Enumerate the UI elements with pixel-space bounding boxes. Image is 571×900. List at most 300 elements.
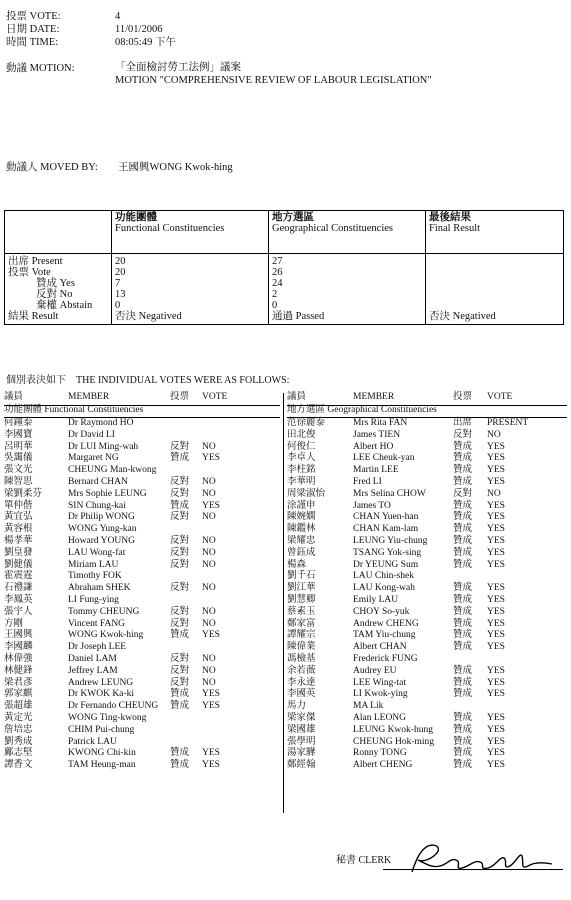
vote-english: NO xyxy=(202,606,216,617)
vote-chinese: 贊成 xyxy=(453,712,473,723)
member-name-english: MA Lik xyxy=(353,701,384,712)
vote-chinese: 反對 xyxy=(170,653,190,664)
vote-chinese: 贊成 xyxy=(453,642,473,653)
vote-english: NO xyxy=(202,559,216,570)
member-name-english: Andrew CHENG xyxy=(353,618,419,629)
vote-chinese: 贊成 xyxy=(170,760,190,771)
member-row xyxy=(4,666,280,678)
member-row xyxy=(4,725,280,737)
vote-chinese: 贊成 xyxy=(453,677,473,688)
final-result-cell xyxy=(426,254,564,325)
member-row xyxy=(287,477,567,489)
member-name-chinese: 張文光 xyxy=(4,465,33,476)
member-row xyxy=(4,548,280,560)
vote-chinese: 反對 xyxy=(453,488,473,499)
member-row xyxy=(4,760,280,772)
vote-english: YES xyxy=(202,760,220,771)
vote-chinese: 贊成 xyxy=(453,748,473,759)
vote-english: YES xyxy=(487,677,505,688)
member-name-english: Margaret NG xyxy=(68,453,119,464)
vote-chinese: 出席 xyxy=(453,418,473,428)
geographical-heading-text: 地方選區 Geographical Constituencies xyxy=(287,405,437,415)
member-name-english: Patrick LAU xyxy=(68,736,117,747)
member-row xyxy=(4,701,280,713)
vote-chinese: 反對 xyxy=(170,547,190,558)
member-en-header: MEMBER xyxy=(68,392,110,402)
vote-english: YES xyxy=(487,712,505,723)
vote-english: YES xyxy=(202,500,220,511)
vote-english: YES xyxy=(487,512,505,523)
vote-chinese: 贊成 xyxy=(453,583,473,594)
vote-chinese: 贊成 xyxy=(453,559,473,570)
member-name-english: LEE Cheuk-yan xyxy=(353,453,415,464)
member-name-chinese: 黃定光 xyxy=(4,712,33,723)
vote-chinese: 贊成 xyxy=(170,500,190,511)
gc-result: 通過 Passed xyxy=(272,311,325,322)
vote-english: YES xyxy=(487,524,505,535)
vote-chinese: 反對 xyxy=(170,677,190,688)
member-row xyxy=(4,630,280,642)
clerk-label: 秘書 CLERK xyxy=(336,855,392,866)
member-name-chinese: 林健鋒 xyxy=(4,665,33,676)
member-row xyxy=(287,442,567,454)
fc-no: 13 xyxy=(115,289,126,300)
member-name-english: Tommy CHEUNG xyxy=(68,606,140,617)
member-name-english: Dr KWOK Ka-ki xyxy=(68,689,134,700)
member-name-english: TSANG Yok-sing xyxy=(353,547,422,558)
member-row xyxy=(287,453,567,465)
vote-chinese: 贊成 xyxy=(170,630,190,641)
vote-chinese: 反對 xyxy=(170,512,190,523)
member-row xyxy=(4,418,280,430)
member-name-english: Howard YOUNG xyxy=(68,535,135,546)
member-row xyxy=(4,607,280,619)
member-name-chinese: 方剛 xyxy=(4,618,24,629)
vote-chinese: 贊成 xyxy=(453,524,473,535)
member-name-english: TAM Heung-man xyxy=(68,760,136,771)
member-name-english: LAU Chin-shek xyxy=(353,571,414,582)
clerk-signature xyxy=(392,842,567,876)
functional-section-heading xyxy=(4,406,280,418)
member-name-chinese: 陳智思 xyxy=(4,476,33,487)
member-row xyxy=(4,560,280,572)
member-name-chinese: 楊孝華 xyxy=(4,535,33,546)
member-name-english: Mrs Selina CHOW xyxy=(353,488,426,499)
member-name-chinese: 曾鈺成 xyxy=(287,547,316,558)
member-name-chinese: 李國英 xyxy=(287,689,316,700)
member-name-chinese: 張學明 xyxy=(287,736,316,747)
member-name-english: Frederick FUNG xyxy=(353,653,418,664)
member-name-chinese: 石禮謙 xyxy=(4,583,33,594)
vote-chinese: 反對 xyxy=(170,665,190,676)
member-name-chinese: 田北俊 xyxy=(287,429,316,440)
member-row xyxy=(4,489,280,501)
fc-column-header xyxy=(112,211,269,254)
vote-chinese: 贊成 xyxy=(453,665,473,676)
member-name-english: James TO xyxy=(353,500,391,511)
member-name-chinese: 郭家麒 xyxy=(4,689,33,700)
member-name-chinese: 梁國雄 xyxy=(287,724,316,735)
individual-votes-title: 個別表決如下 THE INDIVIDUAL VOTES WERE AS FOLLOWS: xyxy=(6,375,290,386)
geographical-section-heading xyxy=(287,406,567,418)
vote-chinese: 反對 xyxy=(170,606,190,617)
member-row xyxy=(287,630,567,642)
member-name-english: CHAN Kam-lam xyxy=(353,524,419,535)
member-name-chinese: 張宇人 xyxy=(4,606,33,617)
member-row xyxy=(287,713,567,725)
geographical-rows xyxy=(287,418,567,772)
member-name-english: Dr Philip WONG xyxy=(68,512,135,523)
vote-chinese: 贊成 xyxy=(453,606,473,617)
vote-english: YES xyxy=(487,689,505,700)
vote-chinese: 反對 xyxy=(170,441,190,452)
member-en-header: MEMBER xyxy=(353,392,395,402)
member-row xyxy=(287,418,567,430)
vote-chinese: 贊成 xyxy=(453,689,473,700)
member-name-english: LAU Kong-wah xyxy=(353,583,416,594)
functional-rows xyxy=(4,418,280,772)
member-name-chinese: 楊森 xyxy=(287,559,307,570)
member-name-chinese: 李柱銘 xyxy=(287,465,316,476)
vote-chinese: 贊成 xyxy=(170,748,190,759)
member-cn-header: 議員 xyxy=(4,392,24,402)
vote-english: YES xyxy=(487,642,505,653)
moved-by-label: 動議人 MOVED BY: xyxy=(6,162,98,173)
member-name-english: Fred LI xyxy=(353,476,382,487)
member-name-chinese: 李華明 xyxy=(287,476,316,487)
vote-english: YES xyxy=(487,547,505,558)
member-name-english: Bernard CHAN xyxy=(68,476,128,487)
vote-chinese: 贊成 xyxy=(453,736,473,747)
vote-english: YES xyxy=(487,736,505,747)
vote-chinese: 贊成 xyxy=(170,701,190,712)
vote-english: YES xyxy=(487,606,505,617)
member-name-english: Mrs Rita FAN xyxy=(353,418,408,428)
member-row xyxy=(287,524,567,536)
functional-votes-list xyxy=(4,393,280,772)
vote-chinese: 贊成 xyxy=(453,535,473,546)
geographical-votes-list xyxy=(287,393,567,772)
member-name-english: Emily LAU xyxy=(353,594,399,605)
member-row xyxy=(287,560,567,572)
member-row xyxy=(4,583,280,595)
member-row xyxy=(4,430,280,442)
member-name-chinese: 陳鑑林 xyxy=(287,524,316,535)
fc-counts xyxy=(112,254,269,325)
gc-vote: 26 xyxy=(272,267,283,278)
member-name-chinese: 王國興 xyxy=(4,630,33,641)
member-row xyxy=(287,512,567,524)
member-name-english: Jeffrey LAM xyxy=(68,665,118,676)
member-row xyxy=(287,571,567,583)
vote-english: YES xyxy=(202,630,220,641)
vote-chinese: 贊成 xyxy=(453,594,473,605)
member-row xyxy=(287,465,567,477)
member-name-english: Dr Fernando CHEUNG xyxy=(68,701,159,712)
vote-english: NO xyxy=(202,512,216,523)
member-name-english: LEUNG Yiu-chung xyxy=(353,535,428,546)
member-row xyxy=(4,512,280,524)
vote-english: NO xyxy=(202,583,216,594)
member-name-chinese: 劉千石 xyxy=(287,571,316,582)
no-label: 反對 No xyxy=(36,289,73,300)
vote-number-value: 4 xyxy=(115,11,121,22)
member-name-chinese: 梁耀忠 xyxy=(287,535,316,546)
member-row xyxy=(287,689,567,701)
member-name-english: SIN Chung-kai xyxy=(68,500,126,511)
gc-header-english: Geographical Constituencies xyxy=(272,222,394,234)
member-row xyxy=(287,725,567,737)
vote-chinese: 贊成 xyxy=(453,760,473,771)
member-name-english: WONG Ting-kwong xyxy=(68,712,147,723)
member-name-chinese: 何鍾泰 xyxy=(4,418,33,428)
member-cn-header: 議員 xyxy=(287,392,307,402)
member-row xyxy=(287,678,567,690)
vote-english: YES xyxy=(487,441,505,452)
vote-en-header: VOTE xyxy=(202,392,228,402)
vote-english: PRESENT xyxy=(487,418,529,428)
member-row xyxy=(4,713,280,725)
fc-yes: 7 xyxy=(115,278,121,289)
member-row xyxy=(4,619,280,631)
member-row xyxy=(4,477,280,489)
member-name-chinese: 黃容根 xyxy=(4,524,33,535)
member-row xyxy=(287,548,567,560)
vote-english: YES xyxy=(202,689,220,700)
member-row xyxy=(4,689,280,701)
member-name-chinese: 譚香文 xyxy=(4,760,33,771)
vote-chinese: 贊成 xyxy=(453,630,473,641)
gc-header-chinese: 地方選區 xyxy=(272,212,314,223)
member-name-english: KWONG Chi-kin xyxy=(68,748,136,759)
vote-chinese: 贊成 xyxy=(453,441,473,452)
member-name-english: Martin LEE xyxy=(353,465,399,476)
vote-chinese: 反對 xyxy=(170,476,190,487)
member-name-chinese: 劉皇發 xyxy=(4,547,33,558)
vote-english: YES xyxy=(487,559,505,570)
vote-english: NO xyxy=(202,476,216,487)
vote-english: YES xyxy=(487,453,505,464)
member-name-chinese: 劉江華 xyxy=(287,583,316,594)
member-name-chinese: 余若薇 xyxy=(287,665,316,676)
member-name-chinese: 梁劉柔芬 xyxy=(4,488,43,499)
member-name-chinese: 湯家驊 xyxy=(287,748,316,759)
member-row xyxy=(4,748,280,760)
member-row xyxy=(287,489,567,501)
vote-chinese: 贊成 xyxy=(453,512,473,523)
member-name-chinese: 鄭經翰 xyxy=(287,760,316,771)
date-value: 11/01/2006 xyxy=(115,24,163,35)
member-row xyxy=(287,595,567,607)
member-name-english: Alan LEONG xyxy=(353,712,407,723)
member-name-chinese: 何俊仁 xyxy=(287,441,316,452)
member-name-chinese: 李國寶 xyxy=(4,429,33,440)
member-name-chinese: 林偉強 xyxy=(4,653,33,664)
member-name-english: Dr YEUNG Sum xyxy=(353,559,419,570)
vote-english: YES xyxy=(202,453,220,464)
member-row xyxy=(287,666,567,678)
member-name-english: Audrey EU xyxy=(353,665,397,676)
vote-english: NO xyxy=(202,653,216,664)
vote-english: YES xyxy=(487,500,505,511)
member-name-english: LI Kwok-ying xyxy=(353,689,408,700)
member-name-english: Abraham SHEK xyxy=(68,583,131,594)
motion-label: 動議 MOTION: xyxy=(6,63,75,74)
member-name-english: Mrs Sophie LEUNG xyxy=(68,488,147,499)
member-name-chinese: 馬力 xyxy=(287,701,307,712)
member-name-chinese: 單仲偕 xyxy=(4,500,33,511)
member-name-chinese: 吳靄儀 xyxy=(4,453,33,464)
final-column-header xyxy=(426,211,564,254)
member-name-english: CHOY So-yuk xyxy=(353,606,410,617)
member-name-chinese: 陳偉業 xyxy=(287,642,316,653)
member-name-english: Dr Joseph LEE xyxy=(68,642,127,653)
member-name-english: CHEUNG Hok-ming xyxy=(353,736,435,747)
fc-header-chinese: 功能團體 xyxy=(115,212,157,223)
final-header-chinese: 最後結果 xyxy=(429,212,471,223)
vote-english: YES xyxy=(487,535,505,546)
member-name-chinese: 蔡素玉 xyxy=(287,606,316,617)
vote-chinese: 贊成 xyxy=(453,724,473,735)
member-row xyxy=(287,607,567,619)
member-name-chinese: 呂明華 xyxy=(4,441,33,452)
member-name-english: Vincent FANG xyxy=(68,618,126,629)
member-row xyxy=(287,583,567,595)
member-name-chinese: 黃宜弘 xyxy=(4,512,33,523)
abstain-label: 棄權 Abstain xyxy=(36,300,93,311)
date-label: 日期 DATE: xyxy=(6,24,60,35)
vote-summary-table xyxy=(4,210,564,325)
member-row xyxy=(287,654,567,666)
member-name-chinese: 李卓人 xyxy=(287,453,316,464)
vote-chinese: 反對 xyxy=(170,583,190,594)
member-name-english: Ronny TONG xyxy=(353,748,407,759)
member-name-chinese: 劉健儀 xyxy=(4,559,33,570)
member-row xyxy=(287,737,567,749)
gc-present: 27 xyxy=(272,256,283,267)
member-name-english: Albert HO xyxy=(353,441,394,452)
present-label: 出席 Present xyxy=(8,256,63,267)
member-name-chinese: 范徐麗泰 xyxy=(287,418,326,428)
motion-title-english: MOTION "COMPREHENSIVE REVIEW OF LABOUR LEGISLATION" xyxy=(115,75,432,86)
vote-english: NO xyxy=(202,441,216,452)
vote-english: NO xyxy=(202,618,216,629)
time-value: 08:05:49 下午 xyxy=(115,37,176,48)
member-name-english: Dr Raymond HO xyxy=(68,418,134,428)
member-name-chinese: 劉秀成 xyxy=(4,736,33,747)
summary-corner-cell xyxy=(5,211,112,254)
member-name-chinese: 陳婉嫻 xyxy=(287,512,316,523)
member-name-english: CHEUNG Man-kwong xyxy=(68,465,157,476)
vote-cn-header: 投票 xyxy=(453,392,473,402)
result-label: 結果 Result xyxy=(8,311,59,322)
vote-number-label: 投票 VOTE: xyxy=(6,11,61,22)
member-row xyxy=(4,571,280,583)
gc-abstain: 0 xyxy=(272,300,278,311)
vote-chinese: 贊成 xyxy=(453,547,473,558)
member-name-english: James TIEN xyxy=(353,429,401,440)
vote-chinese: 贊成 xyxy=(453,476,473,487)
member-row xyxy=(4,678,280,690)
vote-chinese: 贊成 xyxy=(453,453,473,464)
vote-english: YES xyxy=(487,760,505,771)
vote-english: YES xyxy=(487,594,505,605)
member-name-english: Miriam LAU xyxy=(68,559,119,570)
vote-english: YES xyxy=(202,748,220,759)
vote-english: NO xyxy=(487,429,501,440)
vote-chinese: 反對 xyxy=(170,618,190,629)
motion-title-chinese: 「全面檢討勞工法例」議案 xyxy=(115,62,241,73)
member-name-english: Dr LUI Ming-wah xyxy=(68,441,139,452)
vote-english: YES xyxy=(487,665,505,676)
member-name-english: Andrew LEUNG xyxy=(68,677,134,688)
fc-result: 否決 Negatived xyxy=(115,311,182,322)
vote-chinese: 贊成 xyxy=(170,453,190,464)
summary-row-labels xyxy=(5,254,112,325)
member-name-chinese: 周梁淑怡 xyxy=(287,488,326,499)
vote-english: YES xyxy=(202,701,220,712)
member-name-chinese: 鄭家富 xyxy=(287,618,316,629)
vote-english: NO xyxy=(202,488,216,499)
vote-english: NO xyxy=(202,665,216,676)
member-row xyxy=(4,536,280,548)
member-name-english: WONG Kwok-hing xyxy=(68,630,144,641)
vote-english: NO xyxy=(487,488,501,499)
member-name-chinese: 李國麟 xyxy=(4,642,33,653)
member-row xyxy=(4,465,280,477)
member-name-english: LEE Wing-tat xyxy=(353,677,406,688)
vote-english: YES xyxy=(487,583,505,594)
member-name-chinese: 詹培忠 xyxy=(4,724,33,735)
final-header-english: Final Result xyxy=(429,222,481,234)
member-name-english: Daniel LAM xyxy=(68,653,117,664)
member-row xyxy=(287,701,567,713)
vote-chinese: 反對 xyxy=(453,429,473,440)
member-row xyxy=(4,524,280,536)
vote-chinese: 贊成 xyxy=(453,465,473,476)
vote-english: YES xyxy=(487,465,505,476)
member-name-chinese: 涂謹申 xyxy=(287,500,316,511)
member-name-chinese: 霍震霆 xyxy=(4,571,33,582)
vote-english: YES xyxy=(487,630,505,641)
member-name-chinese: 劉慧卿 xyxy=(287,594,316,605)
moved-by-value: 王國興WONG Kwok-hing xyxy=(118,162,233,173)
fc-header-english: Functional Constituencies xyxy=(115,222,225,234)
vote-english: YES xyxy=(487,748,505,759)
member-row xyxy=(287,748,567,760)
gc-counts xyxy=(269,254,426,325)
gc-no: 2 xyxy=(272,289,278,300)
member-name-english: Dr David LI xyxy=(68,429,115,440)
member-name-english: Albert CHENG xyxy=(353,760,413,771)
vote-english: NO xyxy=(202,677,216,688)
member-row xyxy=(287,642,567,654)
vote-english: NO xyxy=(202,535,216,546)
vote-chinese: 反對 xyxy=(170,488,190,499)
member-name-english: Timothy FOK xyxy=(68,571,122,582)
member-name-english: LAU Wong-fat xyxy=(68,547,126,558)
member-name-english: CHAN Yuen-han xyxy=(353,512,419,523)
final-result: 否決 Negatived xyxy=(429,311,496,322)
member-row xyxy=(287,430,567,442)
vote-chinese: 反對 xyxy=(170,535,190,546)
member-row xyxy=(4,501,280,513)
vote-english: YES xyxy=(487,724,505,735)
fc-abstain: 0 xyxy=(115,300,121,311)
member-name-chinese: 鄺志堅 xyxy=(4,748,33,759)
member-row xyxy=(4,654,280,666)
vote-english: YES xyxy=(487,476,505,487)
